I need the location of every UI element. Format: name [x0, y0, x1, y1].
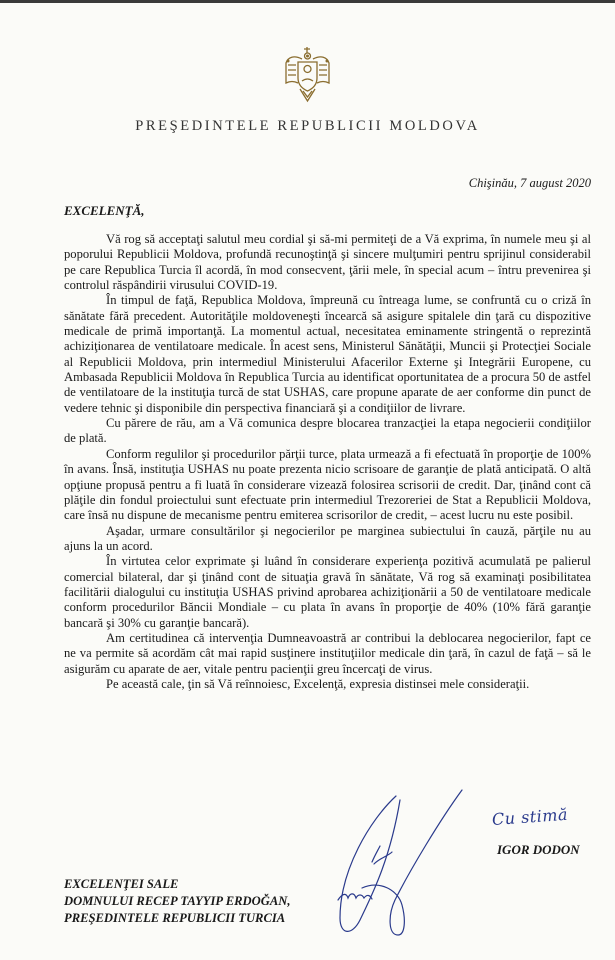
letter-body	[64, 232, 591, 692]
paragraph: Vă rog să acceptaţi salutul meu cordial şi să-mi permiteţi de a Vă exprima, în numele meu şi al poporului Republicii Moldova, profundă recunoştinţă şi sincere mulţumiri pentru sprijinul considerabil pe care Republica Turcia îl acordă, în mod consecvent, ţării mele, în special acum – întru prevenirea şi controlul răspândirii virusului COVID-19.	[64, 232, 591, 293]
paragraph: În timpul de faţă, Republica Moldova, împreună cu întreaga lume, se confruntă cu o criză în sănătate fără precedent. Autorităţile moldoveneşti încearcă să asigure spitalele din ţară cu dispozitive medicale de primă importanţă. La momentul actual, necesitatea eminamente stringentă o reprezintă achiziţionarea de ventilatoare medicale. În acest sens, Ministerul Sănătăţii, Muncii şi Protecţiei Sociale al Republicii Moldova, prin intermediul Ministerului Afacerilor Externe şi Integrării Europene, cu Ambasada Republicii Moldova în Republica Turcia au identificat oportunitatea de a procura 50 de astfel de ventilatoare de la instituţia turcă de stat USHAS, care propune aparate de aer conforme din punct de vedere tehnic şi disponibile din perspectiva financiară şi a condiţiilor de livrare.	[64, 293, 591, 415]
letterhead-title: PREŞEDINTELE REPUBLICII MOLDOVA	[135, 118, 480, 134]
letter-date: Chişinău, 7 august 2020	[468, 176, 591, 190]
handwritten-closing: Cu stimă	[491, 804, 569, 829]
paragraph: Cu părere de rău, am a Vă comunica despre blocarea tranzacţiei la etapa negocierii condiţiilor de plată.	[64, 416, 591, 446]
paragraph: Pe această cale, ţin să Vă reînnoiesc, Excelenţă, expresia distinsei mele consideraţii.	[106, 676, 530, 691]
top-edge	[0, 0, 615, 3]
paragraph: Conform regulilor şi procedurilor părţii turce, plata urmează a fi efectuată în proporţie de 100% în avans. Însă, instituţia USHAS nu poate prezenta nicio scrisoare de garanţie de plată anticipată. O altă opţiune propusă pentru a fi luată în considerare vizează folosirea scrisorii de credit. Dar, ţinând cont că plăţile din fondul proiectului sunt efectuate prin intermediul Trezoreriei de Stat a Republicii Moldova, care însă nu dispune de mecanisme pentru emiterea scrisorilor de credit, – acest lucru nu este posibil.	[64, 446, 591, 523]
coat-of-arms-icon	[280, 45, 335, 103]
signer-name: IGOR DODON	[497, 842, 580, 857]
paragraph: Aşadar, urmare consultărilor şi negocierilor pe marginea subiectului în cauză, părţile nu au ajuns la un acord.	[64, 523, 591, 553]
recipient-block	[64, 876, 290, 927]
recipient-line: EXCELENŢEI SALE	[64, 877, 179, 891]
salutation: EXCELENŢĂ,	[64, 203, 145, 218]
recipient-line: PREŞEDINTELE REPUBLICII TURCIA	[64, 911, 286, 925]
paragraph: Am certitudinea că intervenţia Dumneavoastră ar contribui la deblocarea negocierilor, fapt ce ne va permite să acordăm cât mai rapid susţinere instituţiilor medicale din ţară, în cazul de faţă – să le asigurăm cu aparate de aer, vitale pentru pacienţii greu încercaţi de virus.	[64, 630, 591, 676]
paragraph: În virtutea celor exprimate şi luând în considerare experienţa pozitivă acumulată pe palierul comercial bilateral, dar şi ţinând cont de situaţia gravă în sănătate, Vă rog să examinaţi posibilitatea facilitării dialogului cu instituţia USHAS privind aprobarea achiziţionării a 50 de ventilatoare medicale conform procedurilor Băncii Mondiale – cu plata în avans în proporţie de 40% (10% fără garanţie bancară şi 30% cu garanţie bancară).	[64, 554, 591, 630]
recipient-line: DOMNULUI RECEP TAYYIP ERDOĞAN,	[64, 894, 291, 908]
